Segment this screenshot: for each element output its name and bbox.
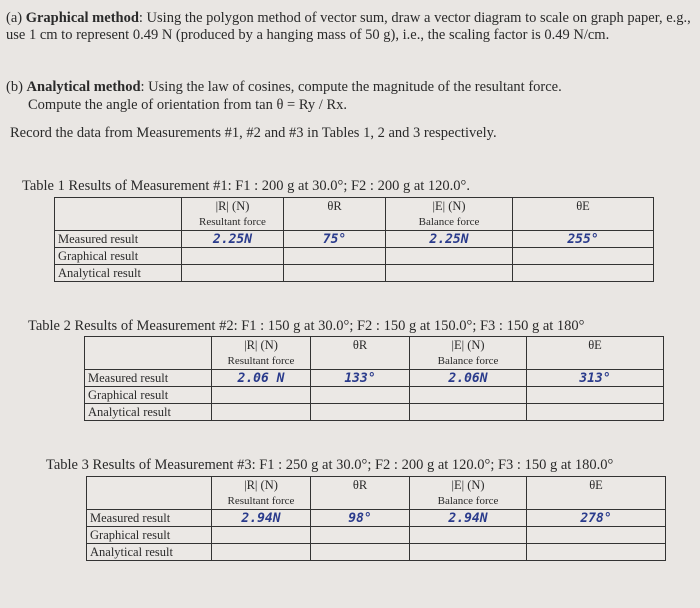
header-theta-e: θE xyxy=(527,337,664,354)
cell-theta-r-value: 133° xyxy=(311,370,410,387)
cell-theta-e-value: 255° xyxy=(513,231,654,248)
instruction-b: (b) Analytical method: Using the law of cosines, compute the magnitude of the resultant force. xyxy=(6,79,562,95)
header-balance: Balance force xyxy=(386,214,513,231)
cell-e-value: 2.06N xyxy=(410,370,527,387)
header-resultant: Resultant force xyxy=(212,353,311,370)
cell-r-value: 2.25N xyxy=(182,231,284,248)
header-theta-e: θE xyxy=(513,198,654,215)
instruction-a: (a) Graphical method: Using the polygon method of vector sum, draw a vector diagram to scale on graph paper, e.g., use 1 cm to represent 0.49 N (produced by a hanging mass of 50 g), i.e., the scaling factor is 0.49 N/cm. xyxy=(6,10,691,43)
table-row xyxy=(55,265,654,282)
cell-theta-r-value: 75° xyxy=(284,231,386,248)
header-balance: Balance force xyxy=(410,493,527,510)
header-resultant: Resultant force xyxy=(212,493,311,510)
header-theta-r: θR xyxy=(284,198,386,215)
header-r-mag: |R| (N) xyxy=(212,477,311,494)
cell-r-value: 2.94N xyxy=(212,510,311,527)
table-row xyxy=(87,493,666,510)
instruction-b-line2: Compute the angle of orientation from tan θ = Ry / Rx. xyxy=(28,97,347,113)
table-row xyxy=(87,477,666,494)
cell-r-value: 2.06 N xyxy=(212,370,311,387)
header-r-mag: |R| (N) xyxy=(212,337,311,354)
row-label-analytical: Analytical result xyxy=(85,404,212,421)
header-theta-e: θE xyxy=(527,477,666,494)
header-theta-r: θR xyxy=(311,477,410,494)
row-label-graphical: Graphical result xyxy=(87,527,212,544)
cell-e-value: 2.25N xyxy=(386,231,513,248)
table-row xyxy=(85,337,664,354)
table-row xyxy=(55,214,654,231)
header-r-mag: |R| (N) xyxy=(182,198,284,215)
table-row xyxy=(85,353,664,370)
row-label-measured: Measured result xyxy=(87,510,212,527)
table-row xyxy=(55,231,654,248)
cell-theta-r-value: 98° xyxy=(311,510,410,527)
cell-e-value: 2.94N xyxy=(410,510,527,527)
table-row xyxy=(55,248,654,265)
table-row xyxy=(87,527,666,544)
header-resultant: Resultant force xyxy=(182,214,284,231)
table-3-caption: Table 3 Results of Measurement #3: F1 : 250 g at 30.0°; F2 : 200 g at 120.0°; F3 : 150 g at 180.0° xyxy=(46,457,614,473)
instruction-b-title: Analytical method xyxy=(26,79,141,95)
record-instruction: Record the data from Measurements #1, #2 and #3 in Tables 1, 2 and 3 respectively. xyxy=(10,125,497,141)
table-3 xyxy=(86,476,666,561)
row-label-analytical: Analytical result xyxy=(55,265,182,282)
header-e-mag: |E| (N) xyxy=(386,198,513,215)
header-balance: Balance force xyxy=(410,353,527,370)
table-row xyxy=(85,370,664,387)
table-2 xyxy=(84,336,664,421)
table-row xyxy=(87,544,666,561)
table-1 xyxy=(54,197,654,282)
table-row xyxy=(87,510,666,527)
cell-theta-e-value: 278° xyxy=(527,510,666,527)
row-label-measured: Measured result xyxy=(85,370,212,387)
table-2-caption: Table 2 Results of Measurement #2: F1 : 150 g at 30.0°; F2 : 150 g at 150.0°; F3 : 150 g at 180° xyxy=(28,318,585,334)
table-row xyxy=(85,404,664,421)
row-label-analytical: Analytical result xyxy=(87,544,212,561)
row-label-graphical: Graphical result xyxy=(85,387,212,404)
cell-theta-e-value: 313° xyxy=(527,370,664,387)
table-row xyxy=(85,387,664,404)
instruction-a-title: Graphical method xyxy=(25,10,139,26)
table-1-caption: Table 1 Results of Measurement #1: F1 : 200 g at 30.0°; F2 : 200 g at 120.0°. xyxy=(22,178,470,194)
table-row xyxy=(55,198,654,215)
row-label-measured: Measured result xyxy=(55,231,182,248)
header-e-mag: |E| (N) xyxy=(410,477,527,494)
header-e-mag: |E| (N) xyxy=(410,337,527,354)
row-label-graphical: Graphical result xyxy=(55,248,182,265)
header-theta-r: θR xyxy=(311,337,410,354)
